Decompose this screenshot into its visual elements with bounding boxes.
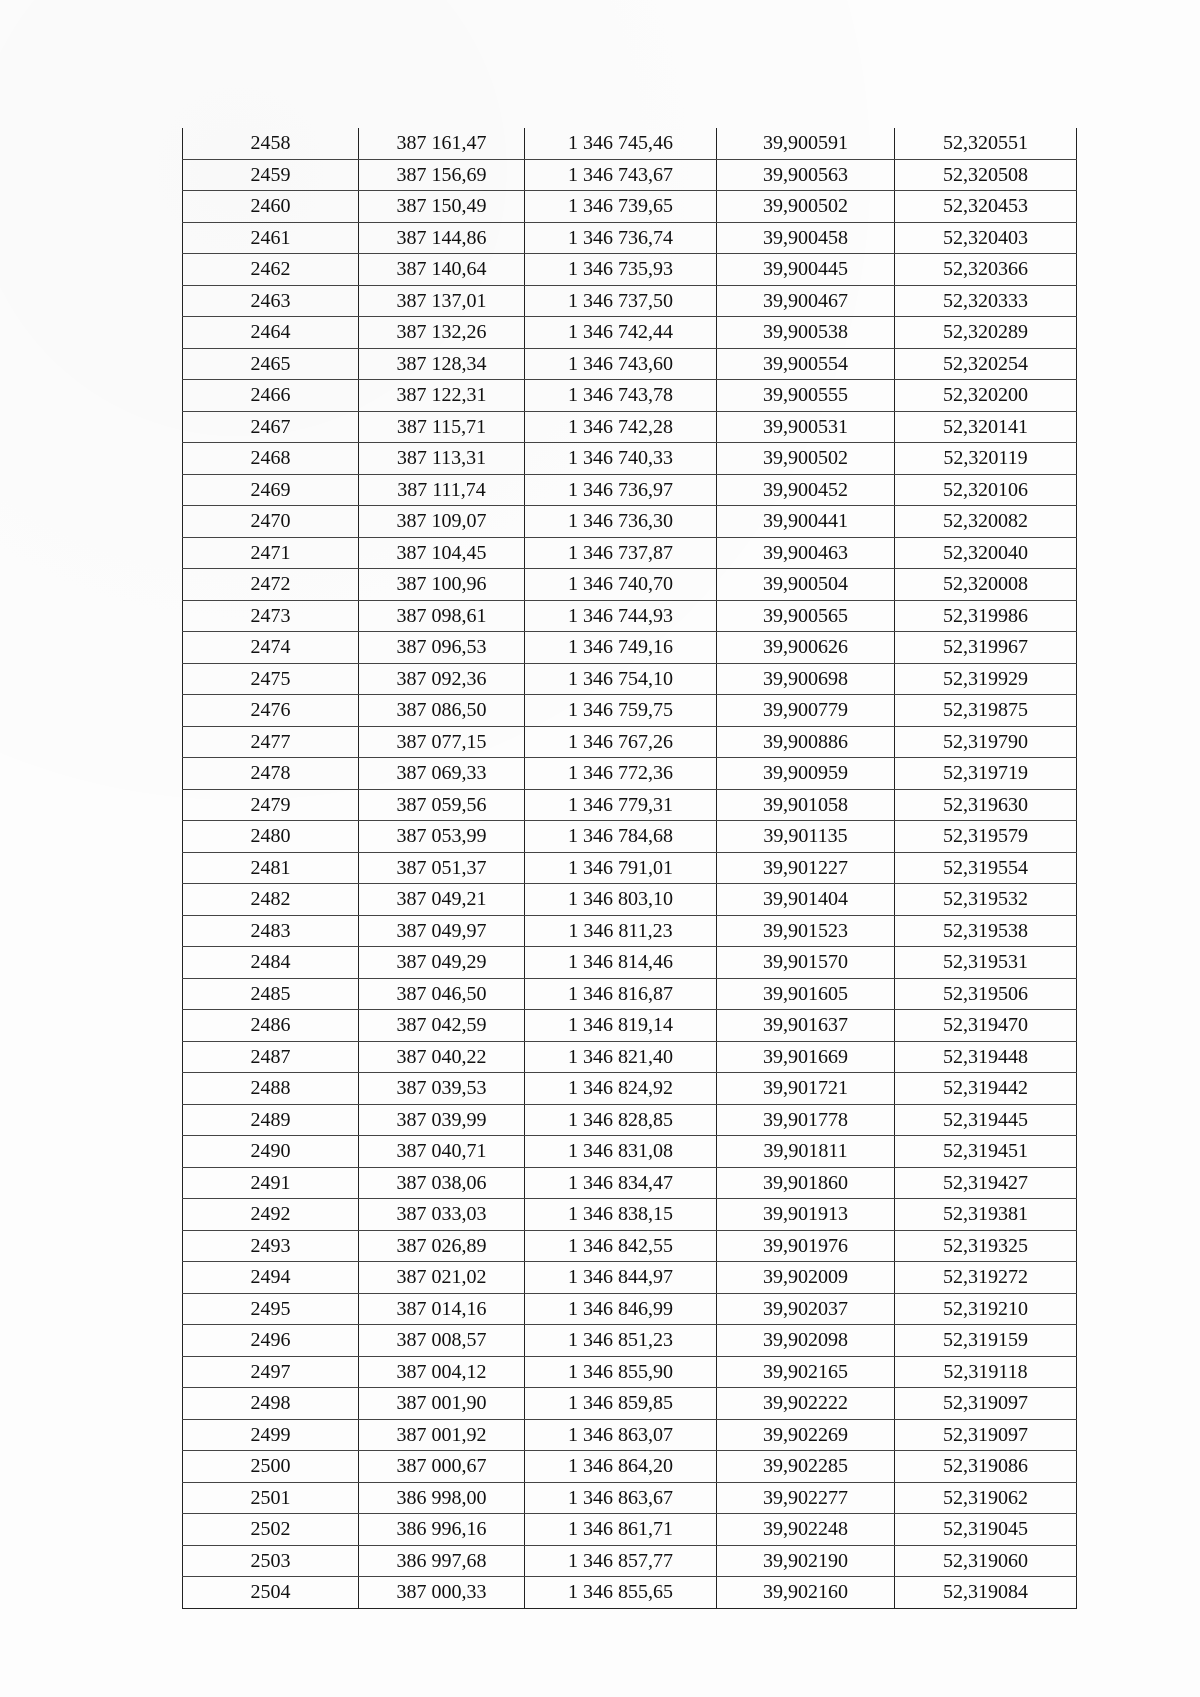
latitude-cell: 52,319538	[895, 915, 1077, 947]
x-coordinate-cell: 387 026,89	[359, 1230, 525, 1262]
y-coordinate-cell: 1 346 857,77	[525, 1545, 717, 1577]
longitude-cell: 39,901570	[717, 947, 895, 979]
y-coordinate-cell: 1 346 821,40	[525, 1041, 717, 1073]
y-coordinate-cell: 1 346 791,01	[525, 852, 717, 884]
table-row	[183, 285, 1077, 317]
x-coordinate-cell: 387 021,02	[359, 1262, 525, 1294]
longitude-cell: 39,902222	[717, 1388, 895, 1420]
table-row	[183, 884, 1077, 916]
y-coordinate-cell: 1 346 742,28	[525, 411, 717, 443]
longitude-cell: 39,901778	[717, 1104, 895, 1136]
y-coordinate-cell: 1 346 814,46	[525, 947, 717, 979]
latitude-cell: 52,319442	[895, 1073, 1077, 1105]
table-row	[183, 1073, 1077, 1105]
x-coordinate-cell: 387 156,69	[359, 159, 525, 191]
longitude-cell: 39,900441	[717, 506, 895, 538]
point-number-cell: 2475	[183, 663, 359, 695]
longitude-cell: 39,900779	[717, 695, 895, 727]
y-coordinate-cell: 1 346 846,99	[525, 1293, 717, 1325]
latitude-cell: 52,320119	[895, 443, 1077, 475]
latitude-cell: 52,320254	[895, 348, 1077, 380]
longitude-cell: 39,900538	[717, 317, 895, 349]
table-row	[183, 1388, 1077, 1420]
point-number-cell: 2499	[183, 1419, 359, 1451]
point-number-cell: 2493	[183, 1230, 359, 1262]
point-number-cell: 2494	[183, 1262, 359, 1294]
table-row	[183, 411, 1077, 443]
x-coordinate-cell: 387 111,74	[359, 474, 525, 506]
x-coordinate-cell: 387 077,15	[359, 726, 525, 758]
longitude-cell: 39,900502	[717, 443, 895, 475]
longitude-cell: 39,902160	[717, 1577, 895, 1609]
latitude-cell: 52,319719	[895, 758, 1077, 790]
table-row	[183, 1136, 1077, 1168]
table-row	[183, 506, 1077, 538]
latitude-cell: 52,320289	[895, 317, 1077, 349]
x-coordinate-cell: 387 104,45	[359, 537, 525, 569]
point-number-cell: 2470	[183, 506, 359, 538]
longitude-cell: 39,902248	[717, 1514, 895, 1546]
latitude-cell: 52,319045	[895, 1514, 1077, 1546]
point-number-cell: 2476	[183, 695, 359, 727]
longitude-cell: 39,900563	[717, 159, 895, 191]
y-coordinate-cell: 1 346 736,74	[525, 222, 717, 254]
y-coordinate-cell: 1 346 855,90	[525, 1356, 717, 1388]
point-number-cell: 2477	[183, 726, 359, 758]
y-coordinate-cell: 1 346 842,55	[525, 1230, 717, 1262]
y-coordinate-cell: 1 346 767,26	[525, 726, 717, 758]
point-number-cell: 2498	[183, 1388, 359, 1420]
table-row	[183, 317, 1077, 349]
longitude-cell: 39,901860	[717, 1167, 895, 1199]
point-number-cell: 2491	[183, 1167, 359, 1199]
point-number-cell: 2462	[183, 254, 359, 286]
latitude-cell: 52,319084	[895, 1577, 1077, 1609]
longitude-cell: 39,900502	[717, 191, 895, 223]
longitude-cell: 39,900959	[717, 758, 895, 790]
x-coordinate-cell: 387 040,22	[359, 1041, 525, 1073]
y-coordinate-cell: 1 346 816,87	[525, 978, 717, 1010]
table-row	[183, 915, 1077, 947]
latitude-cell: 52,319381	[895, 1199, 1077, 1231]
table-row	[183, 128, 1077, 159]
point-number-cell: 2469	[183, 474, 359, 506]
longitude-cell: 39,901404	[717, 884, 895, 916]
x-coordinate-cell: 387 040,71	[359, 1136, 525, 1168]
x-coordinate-cell: 387 000,67	[359, 1451, 525, 1483]
x-coordinate-cell: 386 996,16	[359, 1514, 525, 1546]
x-coordinate-cell: 387 033,03	[359, 1199, 525, 1231]
latitude-cell: 52,319875	[895, 695, 1077, 727]
latitude-cell: 52,319531	[895, 947, 1077, 979]
table-row	[183, 758, 1077, 790]
longitude-cell: 39,901135	[717, 821, 895, 853]
x-coordinate-cell: 387 086,50	[359, 695, 525, 727]
x-coordinate-cell: 387 046,50	[359, 978, 525, 1010]
point-number-cell: 2502	[183, 1514, 359, 1546]
x-coordinate-cell: 387 144,86	[359, 222, 525, 254]
table-row	[183, 821, 1077, 853]
point-number-cell: 2487	[183, 1041, 359, 1073]
table-row	[183, 632, 1077, 664]
x-coordinate-cell: 387 109,07	[359, 506, 525, 538]
y-coordinate-cell: 1 346 740,33	[525, 443, 717, 475]
x-coordinate-cell: 387 039,53	[359, 1073, 525, 1105]
latitude-cell: 52,319086	[895, 1451, 1077, 1483]
point-number-cell: 2463	[183, 285, 359, 317]
table-row	[183, 600, 1077, 632]
table-row	[183, 1545, 1077, 1577]
longitude-cell: 39,901637	[717, 1010, 895, 1042]
longitude-cell: 39,902037	[717, 1293, 895, 1325]
x-coordinate-cell: 387 004,12	[359, 1356, 525, 1388]
point-number-cell: 2496	[183, 1325, 359, 1357]
point-number-cell: 2503	[183, 1545, 359, 1577]
point-number-cell: 2481	[183, 852, 359, 884]
latitude-cell: 52,320403	[895, 222, 1077, 254]
table-row	[183, 191, 1077, 223]
point-number-cell: 2495	[183, 1293, 359, 1325]
x-coordinate-cell: 387 113,31	[359, 443, 525, 475]
point-number-cell: 2468	[183, 443, 359, 475]
latitude-cell: 52,319986	[895, 600, 1077, 632]
table-row	[183, 1293, 1077, 1325]
table-row	[183, 726, 1077, 758]
x-coordinate-cell: 387 137,01	[359, 285, 525, 317]
table-row	[183, 695, 1077, 727]
y-coordinate-cell: 1 346 831,08	[525, 1136, 717, 1168]
table-row	[183, 1577, 1077, 1609]
latitude-cell: 52,319159	[895, 1325, 1077, 1357]
latitude-cell: 52,320366	[895, 254, 1077, 286]
x-coordinate-cell: 387 051,37	[359, 852, 525, 884]
point-number-cell: 2478	[183, 758, 359, 790]
x-coordinate-cell: 387 001,90	[359, 1388, 525, 1420]
table-row	[183, 1356, 1077, 1388]
y-coordinate-cell: 1 346 736,30	[525, 506, 717, 538]
y-coordinate-cell: 1 346 824,92	[525, 1073, 717, 1105]
table-row	[183, 443, 1077, 475]
point-number-cell: 2472	[183, 569, 359, 601]
y-coordinate-cell: 1 346 864,20	[525, 1451, 717, 1483]
longitude-cell: 39,901669	[717, 1041, 895, 1073]
table-row	[183, 1199, 1077, 1231]
y-coordinate-cell: 1 346 737,50	[525, 285, 717, 317]
longitude-cell: 39,901913	[717, 1199, 895, 1231]
x-coordinate-cell: 387 150,49	[359, 191, 525, 223]
y-coordinate-cell: 1 346 739,65	[525, 191, 717, 223]
point-number-cell: 2484	[183, 947, 359, 979]
x-coordinate-cell: 387 038,06	[359, 1167, 525, 1199]
point-number-cell: 2492	[183, 1199, 359, 1231]
latitude-cell: 52,319118	[895, 1356, 1077, 1388]
y-coordinate-cell: 1 346 863,07	[525, 1419, 717, 1451]
y-coordinate-cell: 1 346 772,36	[525, 758, 717, 790]
longitude-cell: 39,901811	[717, 1136, 895, 1168]
point-number-cell: 2500	[183, 1451, 359, 1483]
table-row	[183, 1325, 1077, 1357]
point-number-cell: 2485	[183, 978, 359, 1010]
table-row	[183, 159, 1077, 191]
longitude-cell: 39,900458	[717, 222, 895, 254]
latitude-cell: 52,319448	[895, 1041, 1077, 1073]
latitude-cell: 52,320141	[895, 411, 1077, 443]
y-coordinate-cell: 1 346 735,93	[525, 254, 717, 286]
table-row	[183, 789, 1077, 821]
table-row	[183, 852, 1077, 884]
y-coordinate-cell: 1 346 743,67	[525, 159, 717, 191]
table-row	[183, 1262, 1077, 1294]
y-coordinate-cell: 1 346 754,10	[525, 663, 717, 695]
latitude-cell: 52,319790	[895, 726, 1077, 758]
point-number-cell: 2501	[183, 1482, 359, 1514]
latitude-cell: 52,319210	[895, 1293, 1077, 1325]
x-coordinate-cell: 387 098,61	[359, 600, 525, 632]
x-coordinate-cell: 387 132,26	[359, 317, 525, 349]
point-number-cell: 2461	[183, 222, 359, 254]
x-coordinate-cell: 387 161,47	[359, 128, 525, 159]
longitude-cell: 39,901976	[717, 1230, 895, 1262]
point-number-cell: 2473	[183, 600, 359, 632]
y-coordinate-cell: 1 346 838,15	[525, 1199, 717, 1231]
x-coordinate-cell: 387 100,96	[359, 569, 525, 601]
point-number-cell: 2488	[183, 1073, 359, 1105]
longitude-cell: 39,900886	[717, 726, 895, 758]
table-row	[183, 947, 1077, 979]
latitude-cell: 52,319554	[895, 852, 1077, 884]
y-coordinate-cell: 1 346 745,46	[525, 128, 717, 159]
x-coordinate-cell: 386 997,68	[359, 1545, 525, 1577]
y-coordinate-cell: 1 346 743,60	[525, 348, 717, 380]
point-number-cell: 2483	[183, 915, 359, 947]
latitude-cell: 52,319929	[895, 663, 1077, 695]
longitude-cell: 39,900555	[717, 380, 895, 412]
longitude-cell: 39,902269	[717, 1419, 895, 1451]
latitude-cell: 52,319097	[895, 1419, 1077, 1451]
x-coordinate-cell: 387 059,56	[359, 789, 525, 821]
y-coordinate-cell: 1 346 743,78	[525, 380, 717, 412]
longitude-cell: 39,900445	[717, 254, 895, 286]
point-number-cell: 2458	[183, 128, 359, 159]
point-number-cell: 2497	[183, 1356, 359, 1388]
point-number-cell: 2489	[183, 1104, 359, 1136]
y-coordinate-cell: 1 346 737,87	[525, 537, 717, 569]
x-coordinate-cell: 387 008,57	[359, 1325, 525, 1357]
x-coordinate-cell: 387 128,34	[359, 348, 525, 380]
y-coordinate-cell: 1 346 784,68	[525, 821, 717, 853]
point-number-cell: 2467	[183, 411, 359, 443]
longitude-cell: 39,902190	[717, 1545, 895, 1577]
longitude-cell: 39,902009	[717, 1262, 895, 1294]
y-coordinate-cell: 1 346 863,67	[525, 1482, 717, 1514]
longitude-cell: 39,900591	[717, 128, 895, 159]
x-coordinate-cell: 387 122,31	[359, 380, 525, 412]
latitude-cell: 52,319097	[895, 1388, 1077, 1420]
latitude-cell: 52,319325	[895, 1230, 1077, 1262]
coordinates-table	[182, 128, 1077, 1609]
longitude-cell: 39,900698	[717, 663, 895, 695]
table-row	[183, 1514, 1077, 1546]
point-number-cell: 2490	[183, 1136, 359, 1168]
x-coordinate-cell: 387 115,71	[359, 411, 525, 443]
longitude-cell: 39,900626	[717, 632, 895, 664]
longitude-cell: 39,901721	[717, 1073, 895, 1105]
y-coordinate-cell: 1 346 819,14	[525, 1010, 717, 1042]
point-number-cell: 2479	[183, 789, 359, 821]
latitude-cell: 52,319445	[895, 1104, 1077, 1136]
table-row	[183, 1451, 1077, 1483]
x-coordinate-cell: 387 140,64	[359, 254, 525, 286]
point-number-cell: 2460	[183, 191, 359, 223]
y-coordinate-cell: 1 346 859,85	[525, 1388, 717, 1420]
table-row	[183, 1010, 1077, 1042]
y-coordinate-cell: 1 346 811,23	[525, 915, 717, 947]
table-row	[183, 254, 1077, 286]
table-row	[183, 569, 1077, 601]
point-number-cell: 2466	[183, 380, 359, 412]
latitude-cell: 52,319451	[895, 1136, 1077, 1168]
y-coordinate-cell: 1 346 828,85	[525, 1104, 717, 1136]
latitude-cell: 52,319630	[895, 789, 1077, 821]
latitude-cell: 52,320508	[895, 159, 1077, 191]
x-coordinate-cell: 387 053,99	[359, 821, 525, 853]
y-coordinate-cell: 1 346 861,71	[525, 1514, 717, 1546]
latitude-cell: 52,320453	[895, 191, 1077, 223]
point-number-cell: 2465	[183, 348, 359, 380]
latitude-cell: 52,319579	[895, 821, 1077, 853]
longitude-cell: 39,900467	[717, 285, 895, 317]
table-row	[183, 222, 1077, 254]
longitude-cell: 39,901227	[717, 852, 895, 884]
longitude-cell: 39,902098	[717, 1325, 895, 1357]
latitude-cell: 52,320106	[895, 474, 1077, 506]
longitude-cell: 39,900554	[717, 348, 895, 380]
point-number-cell: 2504	[183, 1577, 359, 1609]
longitude-cell: 39,902285	[717, 1451, 895, 1483]
x-coordinate-cell: 387 049,97	[359, 915, 525, 947]
longitude-cell: 39,900463	[717, 537, 895, 569]
y-coordinate-cell: 1 346 834,47	[525, 1167, 717, 1199]
latitude-cell: 52,320008	[895, 569, 1077, 601]
y-coordinate-cell: 1 346 759,75	[525, 695, 717, 727]
coordinates-table-body	[183, 128, 1077, 1608]
latitude-cell: 52,319532	[895, 884, 1077, 916]
y-coordinate-cell: 1 346 803,10	[525, 884, 717, 916]
latitude-cell: 52,319506	[895, 978, 1077, 1010]
x-coordinate-cell: 386 998,00	[359, 1482, 525, 1514]
longitude-cell: 39,901058	[717, 789, 895, 821]
table-row	[183, 1041, 1077, 1073]
point-number-cell: 2459	[183, 159, 359, 191]
table-row	[183, 1482, 1077, 1514]
latitude-cell: 52,319967	[895, 632, 1077, 664]
table-row	[183, 1167, 1077, 1199]
table-row	[183, 348, 1077, 380]
y-coordinate-cell: 1 346 855,65	[525, 1577, 717, 1609]
y-coordinate-cell: 1 346 779,31	[525, 789, 717, 821]
table-row	[183, 978, 1077, 1010]
y-coordinate-cell: 1 346 742,44	[525, 317, 717, 349]
x-coordinate-cell: 387 096,53	[359, 632, 525, 664]
x-coordinate-cell: 387 092,36	[359, 663, 525, 695]
point-number-cell: 2464	[183, 317, 359, 349]
x-coordinate-cell: 387 000,33	[359, 1577, 525, 1609]
x-coordinate-cell: 387 001,92	[359, 1419, 525, 1451]
x-coordinate-cell: 387 042,59	[359, 1010, 525, 1042]
x-coordinate-cell: 387 014,16	[359, 1293, 525, 1325]
longitude-cell: 39,902165	[717, 1356, 895, 1388]
latitude-cell: 52,319272	[895, 1262, 1077, 1294]
table-row	[183, 1419, 1077, 1451]
longitude-cell: 39,900531	[717, 411, 895, 443]
x-coordinate-cell: 387 069,33	[359, 758, 525, 790]
longitude-cell: 39,900504	[717, 569, 895, 601]
longitude-cell: 39,901523	[717, 915, 895, 947]
latitude-cell: 52,319470	[895, 1010, 1077, 1042]
y-coordinate-cell: 1 346 844,97	[525, 1262, 717, 1294]
table-row	[183, 1230, 1077, 1262]
x-coordinate-cell: 387 039,99	[359, 1104, 525, 1136]
longitude-cell: 39,900565	[717, 600, 895, 632]
table-row	[183, 663, 1077, 695]
latitude-cell: 52,320040	[895, 537, 1077, 569]
longitude-cell: 39,901605	[717, 978, 895, 1010]
latitude-cell: 52,320551	[895, 128, 1077, 159]
latitude-cell: 52,319427	[895, 1167, 1077, 1199]
y-coordinate-cell: 1 346 749,16	[525, 632, 717, 664]
x-coordinate-cell: 387 049,29	[359, 947, 525, 979]
table-row	[183, 537, 1077, 569]
point-number-cell: 2474	[183, 632, 359, 664]
point-number-cell: 2471	[183, 537, 359, 569]
point-number-cell: 2486	[183, 1010, 359, 1042]
longitude-cell: 39,900452	[717, 474, 895, 506]
latitude-cell: 52,320333	[895, 285, 1077, 317]
point-number-cell: 2482	[183, 884, 359, 916]
longitude-cell: 39,902277	[717, 1482, 895, 1514]
latitude-cell: 52,319062	[895, 1482, 1077, 1514]
x-coordinate-cell: 387 049,21	[359, 884, 525, 916]
table-row	[183, 474, 1077, 506]
latitude-cell: 52,319060	[895, 1545, 1077, 1577]
y-coordinate-cell: 1 346 851,23	[525, 1325, 717, 1357]
latitude-cell: 52,320200	[895, 380, 1077, 412]
table-row	[183, 1104, 1077, 1136]
table-row	[183, 380, 1077, 412]
y-coordinate-cell: 1 346 736,97	[525, 474, 717, 506]
point-number-cell: 2480	[183, 821, 359, 853]
y-coordinate-cell: 1 346 744,93	[525, 600, 717, 632]
y-coordinate-cell: 1 346 740,70	[525, 569, 717, 601]
latitude-cell: 52,320082	[895, 506, 1077, 538]
